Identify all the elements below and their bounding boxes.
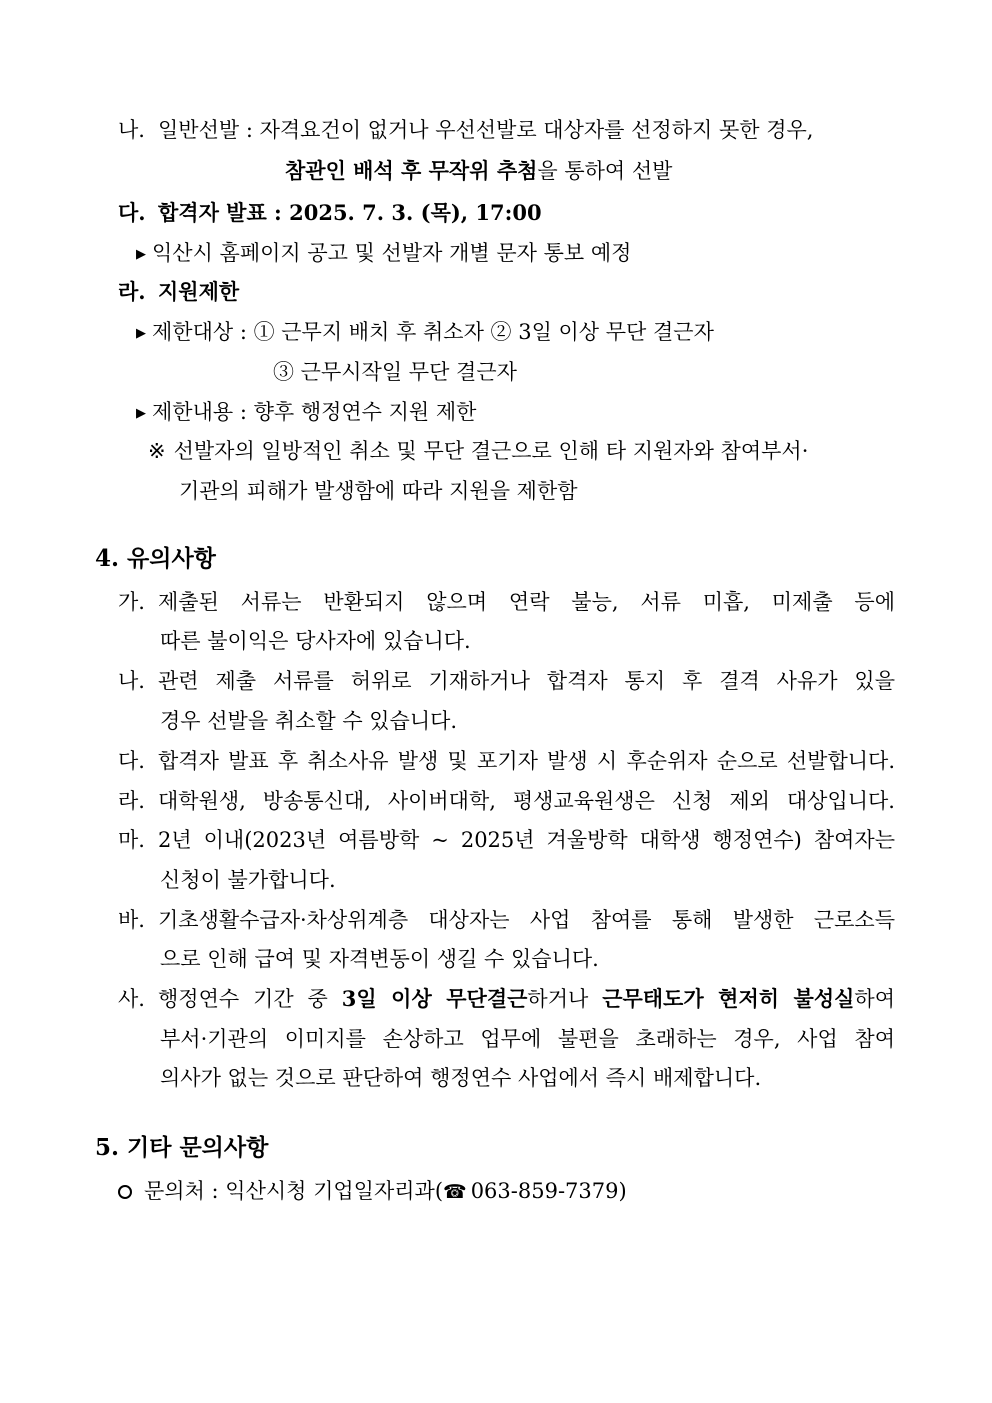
general-selection-text: 일반선발 : 자격요건이 없거나 우선선발로 대상자를 선정하지 못한 경우, — [158, 118, 814, 142]
restriction-content-text: 제한내용 : 향후 행정연수 지원 제한 — [152, 400, 477, 424]
announcement-bullet-text: 익산시 홈페이지 공고 및 선발자 개별 문자 통보 예정 — [152, 241, 632, 265]
contact-close: ) — [618, 1179, 627, 1203]
notice-item-text: 제출된 서류는 반환되지 않으며 연락 불능, 서류 미흡, 미제출 등에 — [158, 590, 895, 614]
notice-item-text: 신청이 불가합니다. — [160, 868, 336, 892]
notice-item-7-line2 — [160, 1024, 895, 1054]
triangle-right-icon: ▶ — [136, 247, 146, 262]
notice-item-text: 부서·기관의 이미지를 손상하고 업무에 불편을 초래하는 경우, 사업 참여 — [160, 1027, 895, 1051]
item-marker: 사. — [118, 987, 145, 1011]
general-selection-rest: 을 통하여 선발 — [537, 159, 673, 183]
section5-heading: 5. 기타 문의사항 — [95, 1134, 269, 1161]
notice-item-text: 경우 선발을 취소할 수 있습니다. — [160, 709, 458, 733]
item-marker: 라. — [118, 789, 145, 813]
announcement-bullet — [136, 238, 631, 270]
restriction-target-line2 — [273, 357, 517, 387]
phone-number: 063-859-7379 — [470, 1179, 619, 1203]
notice-item-5-line2 — [160, 865, 336, 895]
item-marker: 가. — [118, 590, 145, 614]
triangle-right-icon: ▶ — [136, 406, 146, 421]
random-draw-emphasis: 참관인 배석 후 무작위 추첨 — [285, 158, 538, 183]
absence-emphasis: 3일 이상 무단결근 — [341, 986, 528, 1011]
notice-item-3-line1 — [118, 746, 895, 776]
general-selection-line2 — [285, 156, 672, 186]
item-marker: 마. — [118, 828, 145, 852]
restriction-note-line2 — [179, 476, 578, 506]
notice-item-text: 행정연수 기간 중 — [158, 987, 342, 1011]
hollow-circle-icon — [118, 1185, 132, 1199]
restriction-content-line — [136, 397, 476, 429]
notice-item-7-line3 — [160, 1063, 761, 1093]
restriction-title-line — [118, 277, 239, 307]
notice-item-text: 관련 제출 서류를 허위로 기재하거나 합격자 통지 후 결격 사유가 있을 — [158, 669, 895, 693]
notice-item-1-line1 — [118, 587, 895, 617]
notice-item-text: 기초생활수급자·차상위계층 대상자는 사업 참여를 통해 발생한 근로소득 — [158, 908, 895, 932]
restriction-target-items-2: ③ 근무시작일 무단 결근자 — [273, 360, 517, 384]
notice-item-text: 합격자 발표 후 취소사유 발생 및 포기자 발생 시 후순위자 순으로 선발합니다. — [158, 749, 895, 773]
announcement-title: 합격자 발표 : 2025. 7. 3. (목), 17:00 — [158, 200, 542, 225]
item-marker: 나. — [118, 118, 145, 142]
notice-item-text: 따른 불이익은 당사자에 있습니다. — [160, 629, 471, 653]
item-marker: 다. — [118, 200, 146, 225]
notice-item-7-line1 — [118, 984, 895, 1014]
triangle-right-icon: ▶ — [136, 326, 146, 341]
notice-item-6-line1 — [118, 905, 895, 935]
item-marker: 다. — [118, 749, 145, 773]
item-marker: 라. — [118, 279, 146, 304]
notice-item-5-line1 — [118, 825, 895, 855]
restriction-target-line1 — [136, 317, 714, 349]
section4-heading: 4. 유의사항 — [95, 545, 216, 572]
telephone-icon: ☎ — [443, 1181, 467, 1203]
notice-item-text: 하여 — [854, 987, 895, 1011]
contact-label: 문의처 : 익산시청 기업일자리과( — [144, 1179, 444, 1203]
restriction-target-label: 제한대상 : — [152, 320, 254, 344]
item-marker: 바. — [118, 908, 145, 932]
restriction-title: 지원제한 — [158, 279, 240, 304]
notice-item-text: 으로 인해 급여 및 자격변동이 생길 수 있습니다. — [160, 947, 599, 971]
notice-item-1-line2 — [160, 626, 471, 656]
notice-item-text: 대학원생, 방송통신대, 사이버대학, 평생교육원생은 신청 제외 대상입니다. — [158, 789, 895, 813]
reference-mark: ※ — [148, 439, 166, 463]
announcement-title-line — [118, 198, 542, 228]
restriction-note-line1 — [148, 436, 808, 466]
notice-item-text: 2년 이내(2023년 여름방학 ~ 2025년 겨울방학 대학생 행정연수) 참여자는 — [158, 828, 895, 852]
restriction-note-text: 선발자의 일방적인 취소 및 무단 결근으로 인해 타 지원자와 참여부서· — [173, 439, 809, 463]
notice-item-text: 하거나 — [527, 987, 603, 1011]
notice-item-2-line1 — [118, 666, 895, 696]
notice-item-text: 의사가 없는 것으로 판단하여 행정연수 사업에서 즉시 배제합니다. — [160, 1066, 762, 1090]
notice-item-2-line2 — [160, 706, 457, 736]
notice-item-6-line2 — [160, 944, 599, 974]
general-selection-line1 — [118, 115, 813, 145]
item-marker: 나. — [118, 669, 145, 693]
attitude-emphasis: 근무태도가 현저히 불성실 — [602, 986, 855, 1011]
restriction-target-items: ① 근무지 배치 후 취소자 ② 3일 이상 무단 결근자 — [253, 320, 714, 344]
notice-item-4-line1 — [118, 786, 895, 816]
contact-line — [118, 1176, 627, 1207]
restriction-note-text-2: 기관의 피해가 발생함에 따라 지원을 제한함 — [179, 479, 578, 503]
